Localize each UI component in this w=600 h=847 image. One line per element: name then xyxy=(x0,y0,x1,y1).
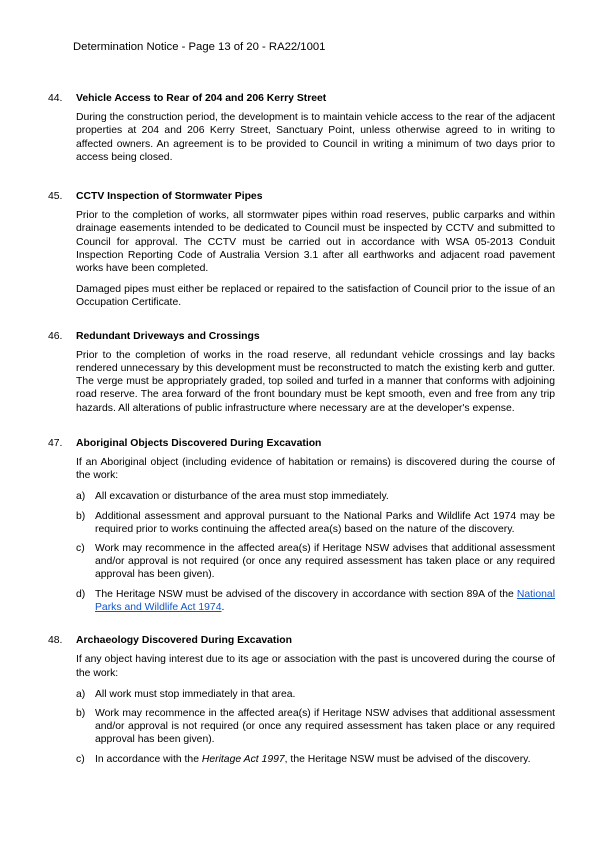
list-item xyxy=(76,510,555,536)
list-marker: c) xyxy=(76,753,85,765)
paragraph: During the construction period, the development is to maintain vehicle access to the rear of the adjacent properties at 204 and 206 Kerry Street, Sanctuary Point, unless otherwise agreed to in writing to affected owners. An agreement is to be provided to Council in writing a minimum of two days prior to access being closed. xyxy=(76,112,555,163)
list-item xyxy=(76,753,555,766)
document-body xyxy=(48,92,555,786)
text-run: The Heritage NSW must be advised of the discovery in accordance with section 89A of the xyxy=(95,588,517,600)
section-heading xyxy=(48,190,555,203)
section-number: 46. xyxy=(48,330,63,342)
paragraph: If any object having interest due to its age or association with the past is uncovered during the course of the work: xyxy=(76,654,555,679)
section-heading xyxy=(48,437,555,450)
paragraph: Damaged pipes must either be replaced or repaired to the satisfaction of Council prior to the issue of an Occupation Certificate. xyxy=(76,284,555,309)
paragraph: Prior to the completion of works, all stormwater pipes within road reserves, public carparks and within drainage easements intended to be dedicated to Council must be inspected by CCTV and submitted to Council for approval. The CCTV must be carried out in accordance with WSA 05-2013 Conduit Inspection Reporting Code of Australia Version 3.1 after all earthworks and adjacent road pavement works have been completed. xyxy=(76,210,555,275)
section-heading xyxy=(48,330,555,343)
list-marker: d) xyxy=(76,588,86,600)
list-item-text: Work may recommence in the affected area(s) if Heritage NSW advises that additional assessment and/or approval is not required (or once any required assessment has taken place or any required approval has been given). xyxy=(95,543,555,581)
section-45 xyxy=(48,190,555,310)
paragraph: If an Aboriginal object (including evidence of habitation or remains) is discovered during the course of the work: xyxy=(76,457,555,482)
text-run: . xyxy=(221,601,225,613)
list-marker: c) xyxy=(76,543,85,555)
text-run: , the Heritage NSW must be advised of the discovery. xyxy=(284,753,531,765)
list-item xyxy=(76,588,555,614)
list-item-text xyxy=(95,753,555,766)
section-number: 48. xyxy=(48,635,63,647)
list-item xyxy=(76,490,555,503)
section-44 xyxy=(48,92,555,164)
heritage-act-title: Heritage Act 1997 xyxy=(201,753,285,765)
section-title: CCTV Inspection of Stormwater Pipes xyxy=(76,191,263,203)
page-header: Determination Notice - Page 13 of 20 - RA22/1001 xyxy=(73,41,326,53)
list-marker: b) xyxy=(76,707,86,719)
list-item xyxy=(76,542,555,582)
list-item xyxy=(76,707,555,747)
text-run: In accordance with the xyxy=(95,753,202,765)
section-heading xyxy=(48,92,555,105)
npw-act-link[interactable]: National Parks and Wildlife Act 1974 xyxy=(95,588,555,613)
list-item xyxy=(76,688,555,701)
section-46 xyxy=(48,330,555,415)
section-48 xyxy=(48,634,555,766)
section-title: Vehicle Access to Rear of 204 and 206 Kerry Street xyxy=(76,93,327,104)
section-number: 44. xyxy=(48,93,63,104)
list-marker: b) xyxy=(76,510,86,522)
section-title: Archaeology Discovered During Excavation xyxy=(76,635,292,647)
section-title: Aboriginal Objects Discovered During Excavation xyxy=(76,437,322,449)
list-item-text: Work may recommence in the affected area(s) if Heritage NSW advises that additional assessment and/or approval is not required (or once any required assessment has taken place or any required approval has been given). xyxy=(95,707,555,746)
section-number: 47. xyxy=(48,437,63,449)
list-item-text: All excavation or disturbance of the area must stop immediately. xyxy=(95,491,389,503)
list-item-text xyxy=(95,588,555,614)
paragraph: Prior to the completion of works in the road reserve, all redundant vehicle crossings and lay backs rendered unnecessary by this development must be reconstructed to match the existing kerb and gutter. The verge must be appropriately graded, top soiled and turfed in a manner that conforms with adjoining road reserve. The area forward of the front boundary must be kept smooth, even and free from any trip hazards. All alterations of public infrastructure where necessary are at the developer's expense. xyxy=(76,349,555,414)
list-item-text: All work must stop immediately in that area. xyxy=(95,688,296,700)
list-marker: a) xyxy=(76,688,86,700)
section-heading xyxy=(48,634,555,647)
list-marker: a) xyxy=(76,491,86,503)
section-number: 45. xyxy=(48,191,63,203)
section-title: Redundant Driveways and Crossings xyxy=(76,330,260,342)
list-item-text: Additional assessment and approval pursuant to the National Parks and Wildlife Act 1974 may be required prior to works continuing the affected area(s) based on the nature of the discovery. xyxy=(95,510,555,535)
section-47 xyxy=(48,437,555,614)
